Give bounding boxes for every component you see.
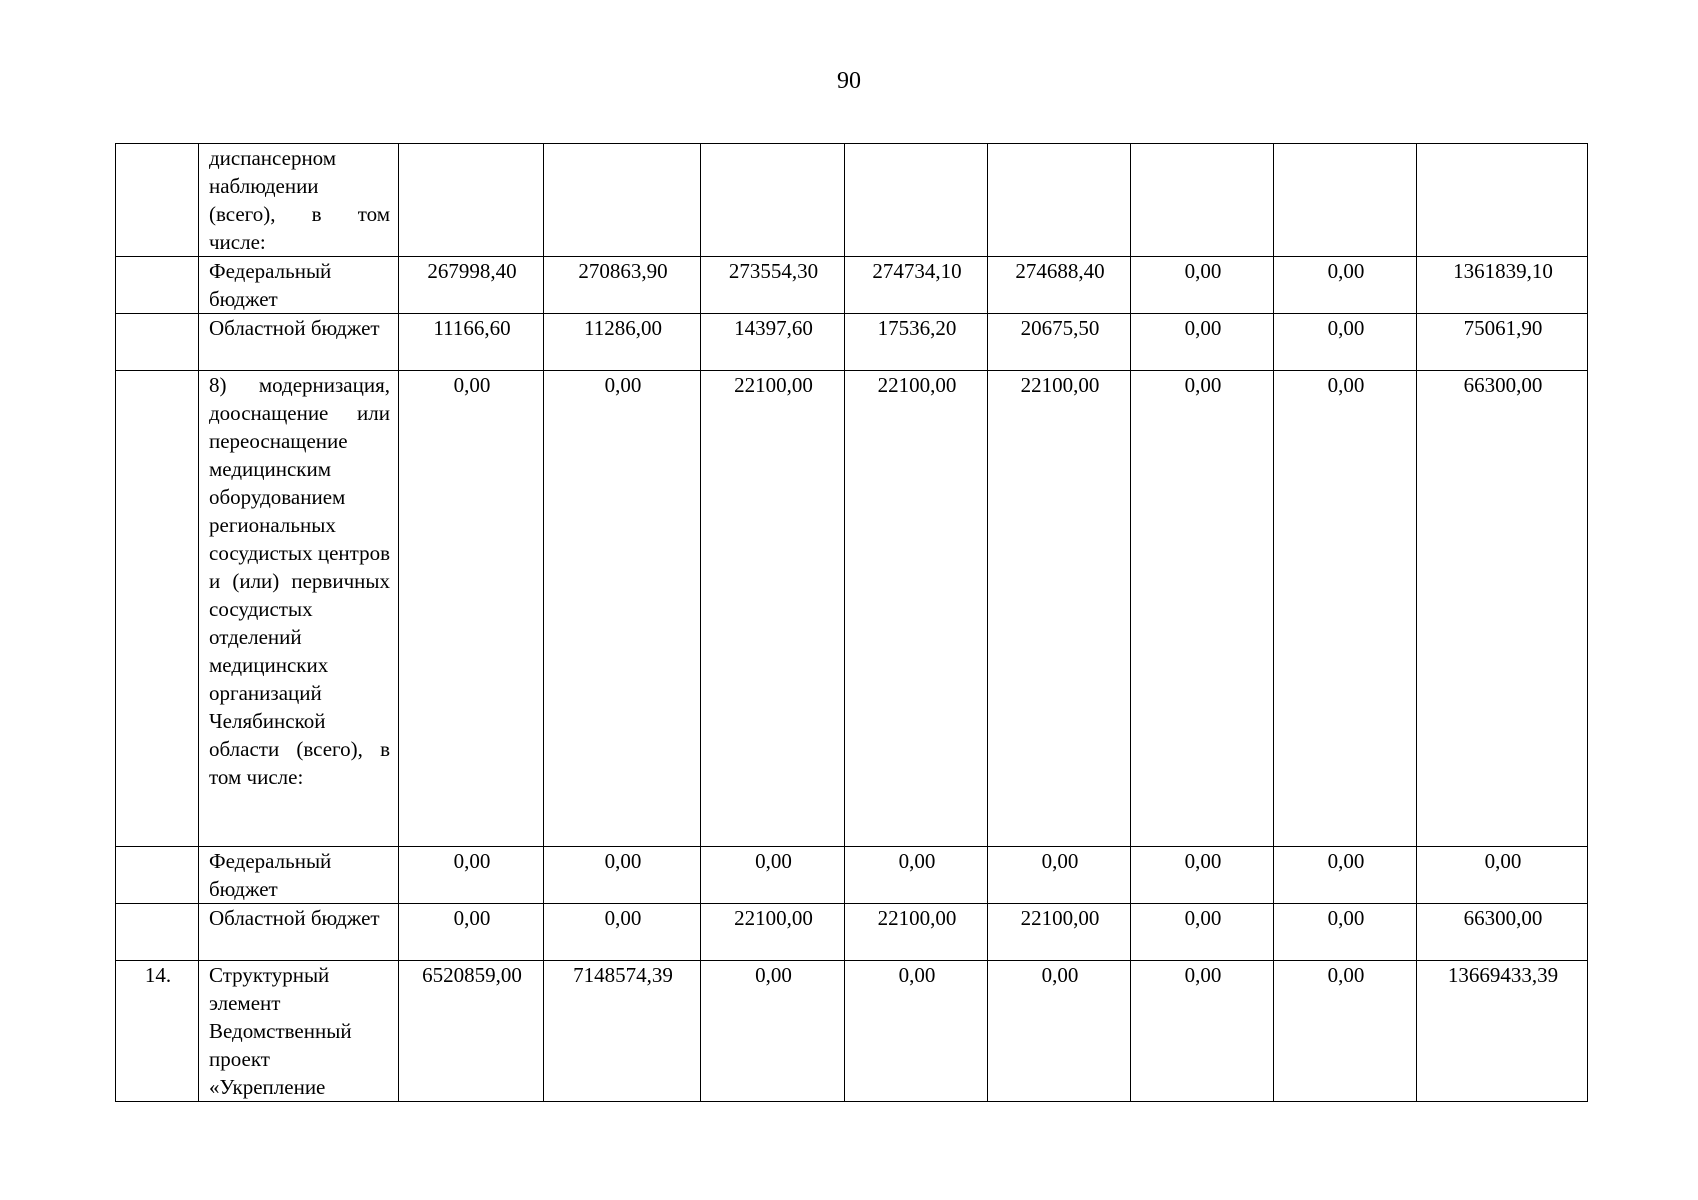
value-cell: 0,00 bbox=[1274, 847, 1417, 904]
value-cell: 66300,00 bbox=[1417, 904, 1588, 961]
value-cell: 0,00 bbox=[544, 847, 701, 904]
table-row bbox=[116, 371, 1588, 847]
value-cell: 0,00 bbox=[988, 961, 1131, 1102]
value-cell: 20675,50 bbox=[988, 314, 1131, 371]
row-index bbox=[116, 371, 199, 847]
value-cell: 273554,30 bbox=[701, 257, 845, 314]
value-cell: 0,00 bbox=[1274, 257, 1417, 314]
row-description: Структурный элемент Ведомственный проект «Укрепление bbox=[199, 961, 399, 1102]
value-cell bbox=[845, 144, 988, 257]
value-cell: 0,00 bbox=[1131, 904, 1274, 961]
value-cell: 0,00 bbox=[1131, 847, 1274, 904]
row-description: диспансерном наблюдении (всего), в том числе: bbox=[199, 144, 399, 257]
value-cell: 0,00 bbox=[544, 904, 701, 961]
value-cell: 274688,40 bbox=[988, 257, 1131, 314]
table-row bbox=[116, 904, 1588, 961]
row-description: Областной бюджет bbox=[199, 904, 399, 961]
value-cell: 22100,00 bbox=[845, 904, 988, 961]
value-cell: 66300,00 bbox=[1417, 371, 1588, 847]
value-cell: 0,00 bbox=[1131, 961, 1274, 1102]
value-cell: 0,00 bbox=[845, 961, 988, 1102]
table-row bbox=[116, 144, 1588, 257]
value-cell: 0,00 bbox=[1274, 314, 1417, 371]
value-cell bbox=[399, 144, 544, 257]
value-cell: 0,00 bbox=[1417, 847, 1588, 904]
value-cell: 270863,90 bbox=[544, 257, 701, 314]
value-cell: 274734,10 bbox=[845, 257, 988, 314]
value-cell: 0,00 bbox=[701, 961, 845, 1102]
value-cell: 0,00 bbox=[1131, 314, 1274, 371]
row-description: Федеральный бюджет bbox=[199, 257, 399, 314]
value-cell: 0,00 bbox=[399, 904, 544, 961]
value-cell: 7148574,39 bbox=[544, 961, 701, 1102]
value-cell: 0,00 bbox=[845, 847, 988, 904]
table-row bbox=[116, 314, 1588, 371]
value-cell: 0,00 bbox=[1274, 371, 1417, 847]
value-cell: 6520859,00 bbox=[399, 961, 544, 1102]
row-index: 14. bbox=[116, 961, 199, 1102]
row-index bbox=[116, 847, 199, 904]
value-cell: 0,00 bbox=[399, 371, 544, 847]
budget-table bbox=[115, 143, 1588, 1102]
row-description: Федеральный бюджет bbox=[199, 847, 399, 904]
value-cell: 75061,90 bbox=[1417, 314, 1588, 371]
value-cell: 11166,60 bbox=[399, 314, 544, 371]
value-cell bbox=[701, 144, 845, 257]
value-cell bbox=[544, 144, 701, 257]
value-cell bbox=[1417, 144, 1588, 257]
value-cell: 0,00 bbox=[1274, 961, 1417, 1102]
value-cell: 22100,00 bbox=[845, 371, 988, 847]
row-index bbox=[116, 144, 199, 257]
value-cell: 22100,00 bbox=[701, 371, 845, 847]
value-cell bbox=[988, 144, 1131, 257]
value-cell: 14397,60 bbox=[701, 314, 845, 371]
value-cell: 0,00 bbox=[1131, 371, 1274, 847]
row-description: Областной бюджет bbox=[199, 314, 399, 371]
value-cell: 22100,00 bbox=[988, 904, 1131, 961]
value-cell: 22100,00 bbox=[701, 904, 845, 961]
value-cell: 17536,20 bbox=[845, 314, 988, 371]
value-cell: 0,00 bbox=[988, 847, 1131, 904]
table-row bbox=[116, 961, 1588, 1102]
row-index bbox=[116, 904, 199, 961]
value-cell: 0,00 bbox=[399, 847, 544, 904]
table-row bbox=[116, 257, 1588, 314]
value-cell: 0,00 bbox=[1274, 904, 1417, 961]
value-cell: 11286,00 bbox=[544, 314, 701, 371]
value-cell: 0,00 bbox=[1131, 257, 1274, 314]
value-cell: 1361839,10 bbox=[1417, 257, 1588, 314]
row-index bbox=[116, 314, 199, 371]
value-cell: 13669433,39 bbox=[1417, 961, 1588, 1102]
table-row bbox=[116, 847, 1588, 904]
value-cell bbox=[1274, 144, 1417, 257]
page-number: 90 bbox=[837, 68, 861, 94]
row-description: 8) модернизация, дооснащение или переоснащение медицинским оборудованием региональных сосудистых центров и (или) первичных сосудистых отделений медицинских организаций Челябинской области (всего), в том числе: bbox=[199, 371, 399, 847]
row-index bbox=[116, 257, 199, 314]
value-cell: 267998,40 bbox=[399, 257, 544, 314]
value-cell: 0,00 bbox=[544, 371, 701, 847]
value-cell: 22100,00 bbox=[988, 371, 1131, 847]
value-cell bbox=[1131, 144, 1274, 257]
value-cell: 0,00 bbox=[701, 847, 845, 904]
